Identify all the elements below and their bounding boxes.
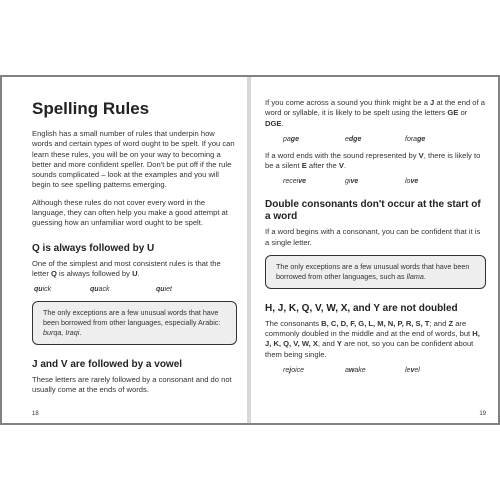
example-word: quiet [156,286,172,294]
example-word: level [405,366,420,374]
double-consonants-text: If a word begins with a consonant, you can be confident that it is a single letter. [265,227,481,247]
q-exceptions-note: The only exceptions are a few unusual words that have been borrowed from other languages, especially Arabic: burqa, Iraqi. [32,301,237,344]
left-page [2,77,247,423]
intro-paragraph-2: Although these rules do not cover every word in the language, they can often help you make a good attempt at guessing how an unfamiliar word ought to be spelt. [32,197,228,228]
not-doubled-text: The consonants B, C, D, F, G, L, M, N, P, R, S, T; and Z are commonly doubled in the middle and at the end of words, but H, J, K, Q, V, W, X, and Y are not, so you can be confident about them being single. [265,318,480,359]
q-rule-text: One of the simplest and most consistent rules is that the letter Q is always followed by U. [32,258,221,278]
page-title: Spelling Rules [32,99,150,118]
example-word: forage [405,135,426,143]
q-examples [32,286,237,293]
q-rule-heading: Q is always followed by U [32,242,155,254]
page-number-right: 19 [479,411,486,417]
jv-rule-text: These letters are rarely followed by a consonant and do not usually come at the ends of words. [32,374,232,394]
jv-rule-heading: J and V are followed by a vowel [32,358,183,370]
example-word: awake [345,366,366,374]
example-word: give [345,178,359,186]
j-rule-text: If you come across a sound you think might be a J at the end of a word or syllable, it is likely to be spelt using the letters GE or DGE. [265,98,485,128]
example-word: edge [345,135,362,143]
right-page [251,77,498,423]
v-rule-text: If a word ends with the sound represented by V, there is likely to be a silent E after the V. [265,150,481,171]
j-examples [265,136,486,143]
double-consonants-heading: Double consonants don't occur at the start of a word [265,199,481,223]
intro-paragraph-1: English has a small number of rules that underpin how words and certain types of word ought to be spelt. If you can learn these rules, you will be on your way to becoming a better and more confident speller. Don't be put off if the rule sounds complicated – look at the examples and you will begin to see spelling patterns emerging. [32,129,235,190]
example-word: receive [283,178,306,186]
double-exceptions-note: The only exceptions are a few unusual words that have been borrowed from other languages, such as llama. [265,255,486,289]
example-word: rejoice [283,366,305,374]
example-word: quack [90,286,110,294]
example-word: love [405,178,419,186]
not-doubled-examples [265,367,486,374]
page-number-left: 18 [32,411,39,417]
example-word: page [283,135,299,143]
not-doubled-heading: H, J, K, Q, V, W, X, and Y are not doubled [265,302,458,314]
example-word: quick [34,286,52,294]
v-examples [265,178,486,185]
